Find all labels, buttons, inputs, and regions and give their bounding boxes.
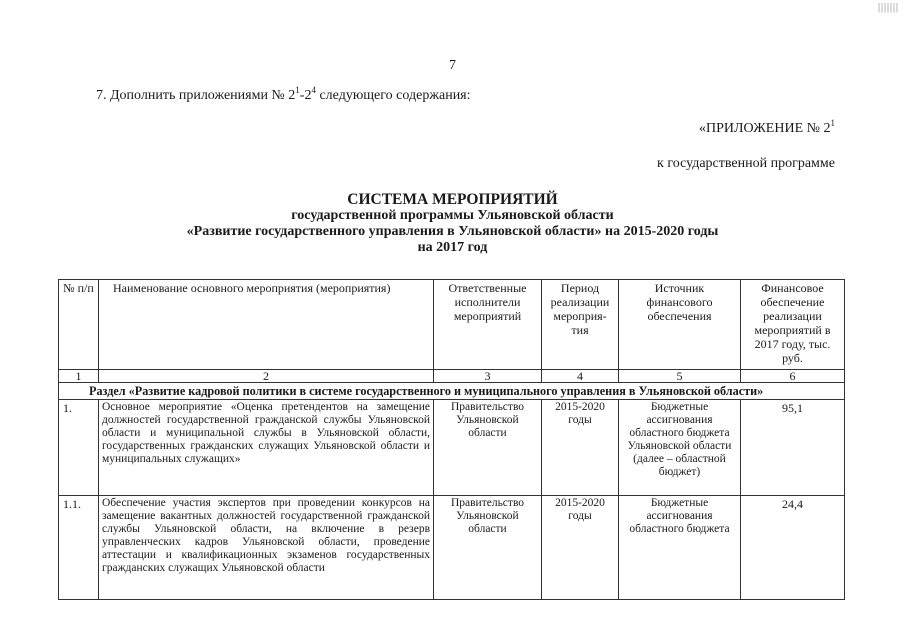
table-row [59,496,845,600]
column-number: 4 [542,370,619,383]
intro-paragraph [96,85,471,104]
row-period: 2015-2020 годы [542,400,619,496]
row-name: Основное мероприятие «Оценка претендентов на замещение должностей государственной гражданской службы Ульяновской области и муниципальной службы в Ульяновской области, государственных гражданских служащих Ульяновской области и муниципальных служащих» [99,400,434,496]
header-source: Источник финансового обеспечения [619,280,741,370]
appendix-label [699,118,835,137]
header-name: Наименование основного мероприятия (мероприятия) [99,280,434,370]
table-header-row [59,280,845,370]
column-number: 1 [59,370,99,383]
column-number: 3 [434,370,542,383]
header-period: Период реализации мероприя-тия [542,280,619,370]
intro-mid: -2 [299,88,312,103]
header-executor: Ответственные исполнители мероприятий [434,280,542,370]
appendix-label-text: «ПРИЛОЖЕНИЕ № 2 [699,121,831,136]
row-executor: Правительство Ульяновской области [434,496,542,600]
header-amount: Финансовое обеспечение реализации мероприятий в 2017 году, тыс. руб. [741,280,845,370]
section-row [59,383,845,400]
title-line-3: «Развитие государственного управления в Ульяновской области» на 2015-2020 годы [186,224,719,239]
intro-sup-a: 1 [295,85,300,95]
title-line-2: государственной программы Ульяновской области [291,208,614,223]
row-source: Бюджетные ассигнования областного бюджета Ульяновской области (далее – областной бюджет) [619,400,741,496]
row-period: 2015-2020 годы [542,496,619,600]
row-name: Обеспечение участия экспертов при проведении конкурсов на замещение вакантных должностей государственной гражданской службы Ульяновской области, на включение в резерв управленческих кадров Ульяновской области, проведение аттестации и квалификационных экзаменов государственных гражданских служащих Ульяновской области [99,496,434,600]
row-amount: 95,1 [741,400,845,496]
title-line-4: на 2017 год [417,240,488,255]
row-executor: Правительство Ульяновской области [434,400,542,496]
intro-text-after: следующего содержания: [315,88,471,103]
row-source: Бюджетные ассигнования областного бюджета [619,496,741,600]
page-number: 7 [449,58,456,73]
column-number: 6 [741,370,845,383]
header-num: № п/п [59,280,99,370]
title-line-1: СИСТЕМА МЕРОПРИЯТИЙ [347,191,558,208]
activities-table [58,279,845,600]
column-number: 5 [619,370,741,383]
column-number-row [59,370,845,383]
row-num: 1.1. [59,496,99,600]
section-title: Раздел «Развитие кадровой политики в системе государственного и муниципального управления в Ульяновской области» [59,383,845,400]
intro-text-before: 7. Дополнить приложениями № 2 [96,88,296,103]
intro-sup-b: 4 [311,85,316,95]
table-row [59,400,845,496]
appendix-subtitle: к государственной программе [657,156,835,171]
row-num: 1. [59,400,99,496]
appendix-sup: 1 [830,118,835,128]
document-title [0,192,905,256]
column-number: 2 [99,370,434,383]
corner-marks: ||||||| [877,2,899,13]
row-amount: 24,4 [741,496,845,600]
